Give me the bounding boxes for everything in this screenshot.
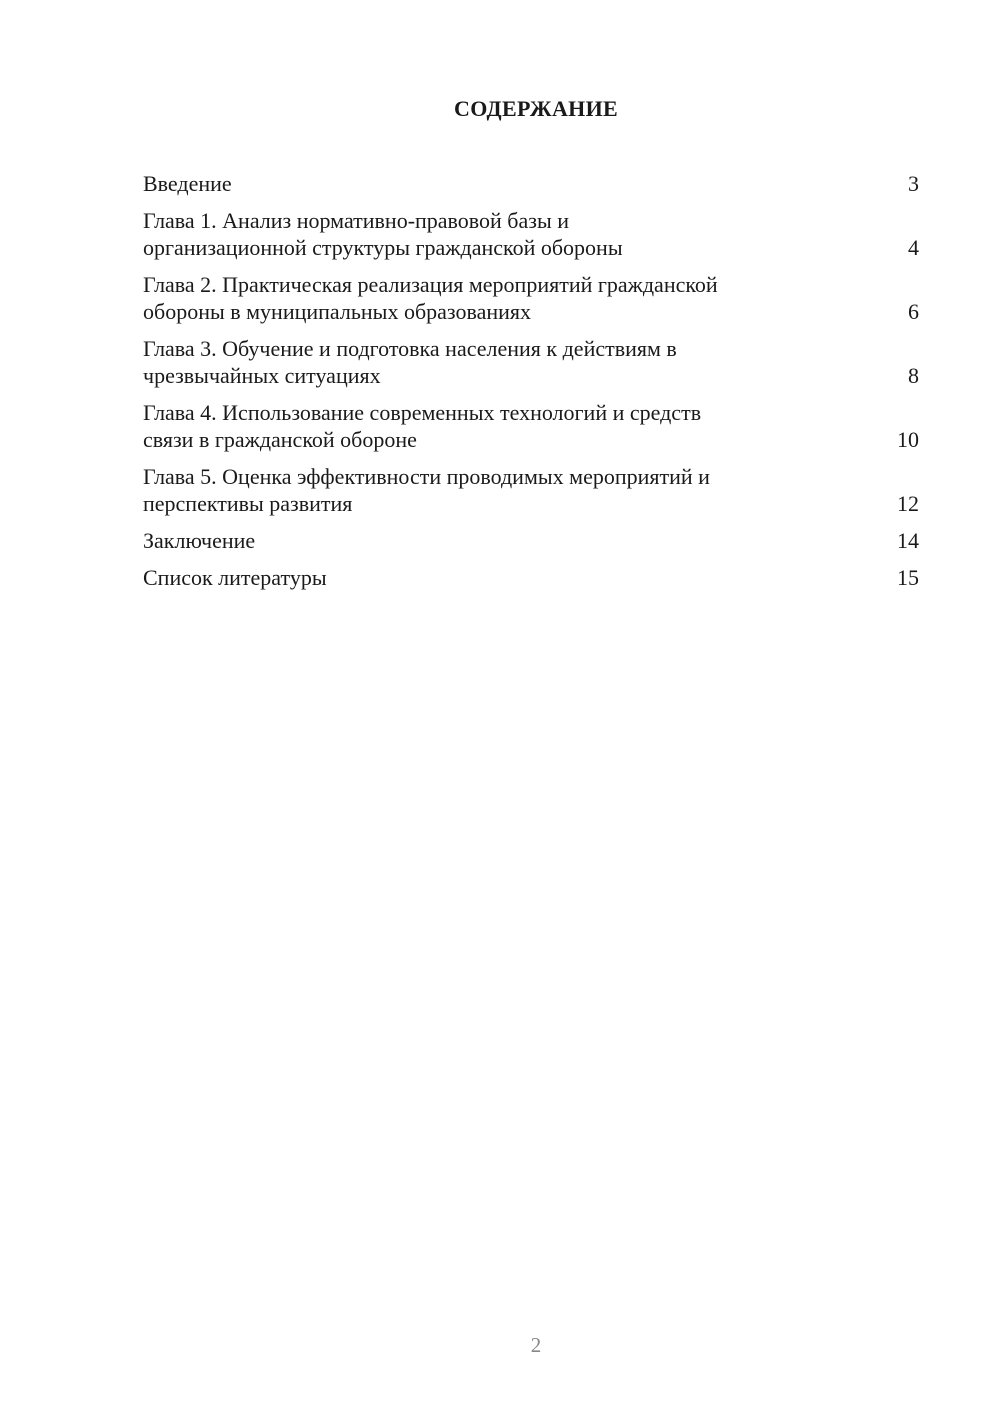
toc-entry xyxy=(143,207,919,261)
toc-entry-page: 8 xyxy=(908,363,919,388)
toc-entry-title: Заключение xyxy=(143,528,256,553)
toc-entry-page: 3 xyxy=(908,171,919,196)
toc-entry xyxy=(143,564,919,591)
toc-entry xyxy=(143,527,919,554)
toc-entry xyxy=(143,335,919,389)
toc-entry-page: 14 xyxy=(897,528,919,553)
toc-entry xyxy=(143,170,919,197)
toc-entry xyxy=(143,399,919,453)
page-number: 2 xyxy=(530,1333,542,1357)
toc-entry-title: Список литературы xyxy=(143,565,327,590)
toc-entry-page: 12 xyxy=(897,491,919,516)
table-of-contents xyxy=(143,170,919,601)
toc-entry-page: 15 xyxy=(897,565,919,590)
page-title: СОДЕРЖАНИЕ xyxy=(454,96,618,121)
toc-entry-title: Глава 4. Использование современных технологий и средств связи в гражданской обороне xyxy=(143,400,702,452)
toc-entry-title: Введение xyxy=(143,171,232,196)
toc-entry-title: Глава 3. Обучение и подготовка населения к действиям в чрезвычайных ситуациях xyxy=(143,336,677,388)
toc-entry-title: Глава 1. Анализ нормативно-правовой базы и организационной структуры гражданской обороны xyxy=(143,208,623,260)
toc-entry-page: 4 xyxy=(908,235,919,260)
toc-entry-page: 6 xyxy=(908,299,919,324)
toc-entry-page: 10 xyxy=(897,427,919,452)
toc-entry-title: Глава 5. Оценка эффективности проводимых мероприятий и перспективы развития xyxy=(143,464,710,516)
toc-entry-title: Глава 2. Практическая реализация мероприятий гражданской обороны в муниципальных образованиях xyxy=(143,272,718,324)
toc-entry xyxy=(143,463,919,517)
toc-entry xyxy=(143,271,919,325)
